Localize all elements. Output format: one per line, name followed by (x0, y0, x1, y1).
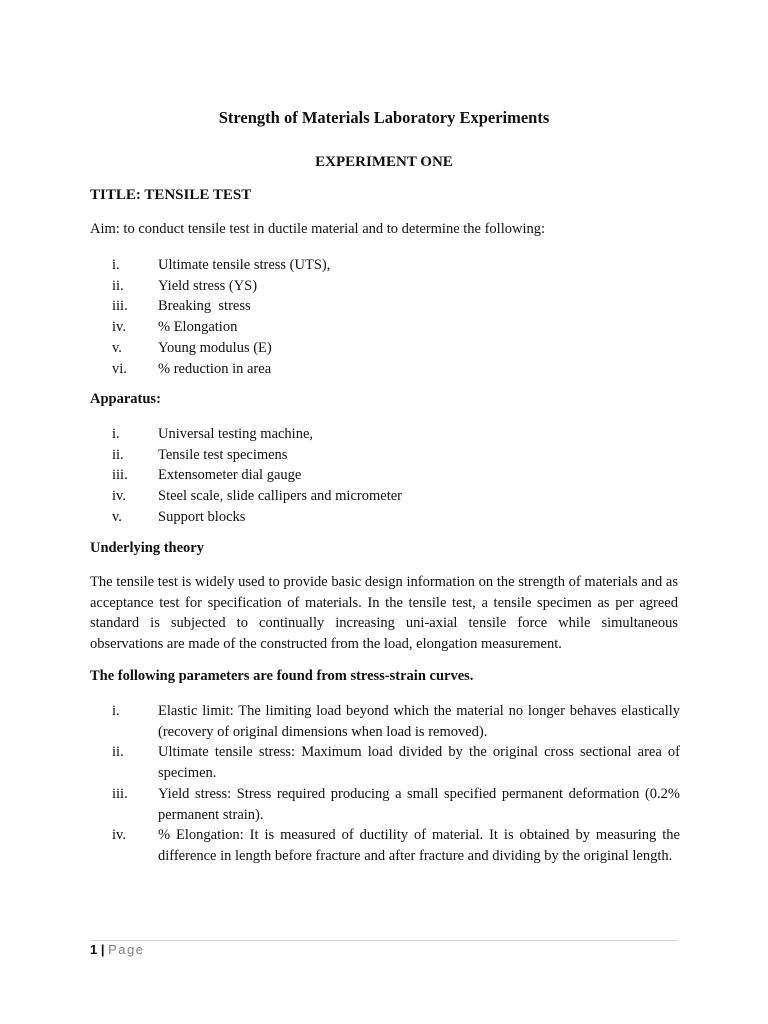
list-number: iii. (112, 467, 128, 484)
aim-list (90, 255, 680, 379)
list-item (90, 296, 680, 317)
theory-heading: Underlying theory (90, 540, 204, 556)
list-text: Universal testing machine, (158, 426, 314, 442)
list-item (90, 317, 680, 338)
list-item (90, 255, 680, 276)
list-item (90, 359, 680, 380)
list-number: ii. (112, 744, 124, 761)
list-number: iv. (112, 488, 126, 505)
list-item (90, 784, 680, 825)
list-item (90, 445, 680, 466)
list-number: i. (112, 257, 120, 273)
parameters-list (90, 701, 680, 867)
parameters-heading: The following parameters are found from stress-strain curves. (90, 668, 474, 684)
list-item (90, 486, 680, 507)
list-item (90, 276, 680, 297)
list-text: % Elongation: It is measured of ductility of material. It is obtained by measuring the difference in length before fracture and after fracture and dividing by the original length. (158, 827, 680, 864)
list-number: iv. (112, 319, 126, 336)
test-title: TITLE: TENSILE TEST (90, 187, 252, 203)
list-number: v. (112, 508, 122, 525)
document-title: Strength of Materials Laboratory Experiments (218, 108, 550, 127)
footer-separator: | (100, 942, 105, 957)
list-text: Ultimate tensile stress (UTS), (158, 257, 331, 273)
footer-divider (90, 940, 678, 941)
list-text: Extensometer dial gauge (158, 467, 302, 484)
list-item (90, 507, 680, 528)
page-footer (90, 942, 145, 957)
list-text: Young modulus (E) (158, 339, 272, 356)
page-label: Page (108, 942, 145, 957)
list-item (90, 825, 680, 866)
list-item (90, 338, 680, 359)
list-number: iii. (112, 785, 128, 802)
list-number: i. (112, 426, 120, 442)
list-number: iii. (112, 298, 128, 315)
list-item (90, 742, 680, 783)
list-number: ii. (112, 277, 124, 294)
theory-paragraph: The tensile test is widely used to provide basic design information on the strength of materials and as acceptance test for specification of materials. In the tensile test, a tensile specimen as per agreed standard is subjected to continually increasing uni-axial tensile force while simultaneous observations are made of the constructed from the load, elongation measurement. (90, 574, 678, 653)
list-text: Elastic limit: The limiting load beyond which the material no longer behaves elastically (recovery of original dimensions when load is removed). (158, 703, 680, 740)
list-text: Support blocks (158, 508, 246, 525)
list-number: v. (112, 339, 122, 356)
list-text: Tensile test specimens (158, 446, 288, 463)
list-item (90, 465, 680, 486)
list-number: iv. (112, 827, 126, 844)
list-number: i. (112, 703, 120, 719)
experiment-heading: EXPERIMENT ONE (315, 154, 453, 170)
list-text: Ultimate tensile stress: Maximum load divided by the original cross sectional area of specimen. (158, 744, 680, 782)
list-number: vi. (112, 360, 127, 377)
list-text: % Elongation (158, 319, 238, 336)
page-number: 1 (90, 942, 98, 957)
list-number: ii. (112, 446, 124, 463)
list-text: Breaking stress (158, 298, 251, 315)
list-text: Yield stress: Stress required producing a small specified permanent deformation (0.2% permanent strain). (158, 785, 680, 823)
list-text: Yield stress (YS) (158, 277, 258, 294)
list-item (90, 701, 680, 742)
list-item (90, 424, 680, 445)
list-text: Steel scale, slide callipers and micrometer (158, 488, 402, 505)
apparatus-list (90, 424, 680, 528)
aim-text: Aim: to conduct tensile test in ductile material and to determine the following: (90, 221, 546, 237)
list-text: % reduction in area (158, 360, 272, 377)
apparatus-heading: Apparatus: (90, 391, 161, 407)
